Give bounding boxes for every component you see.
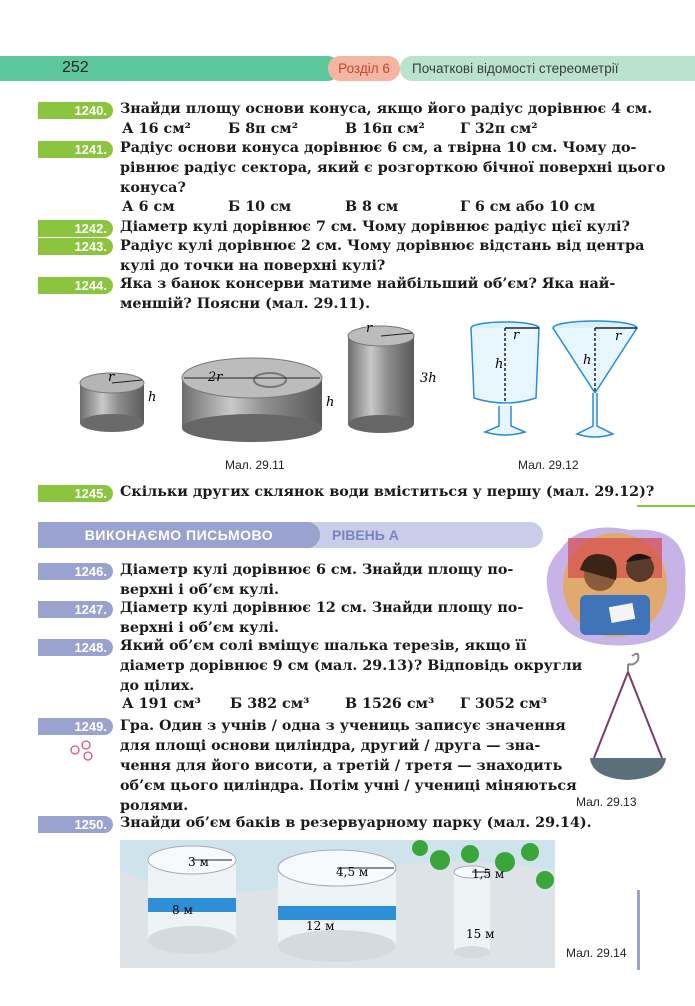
problem-text: Радіус основи конуса дорівнює 6 см, а твірна 10 см. Чому до-	[120, 140, 637, 156]
problem-number: 1250.	[38, 816, 113, 833]
problem-number: 1244.	[38, 277, 113, 294]
problem-text: кулі до точки на поверхні кулі?	[120, 258, 386, 274]
label-3h: 3h	[420, 371, 437, 386]
students-illustration	[540, 520, 690, 650]
problem-text: для площі основи циліндра, другий / друга — зна-	[120, 738, 541, 754]
tank-label: 3 м	[188, 855, 209, 869]
answer-option: В 8 см	[345, 199, 399, 215]
tank-label: 8 м	[172, 903, 193, 917]
answer-option: В 16π см²	[345, 121, 425, 137]
problem-text: Скільки других склянок води вміститься у першу (мал. 29.12)?	[120, 484, 655, 500]
answer-option: Г 3052 см³	[460, 696, 548, 712]
figure-caption: Мал. 29.14	[566, 946, 627, 960]
answer-option: Г 6 см або 10 см	[460, 199, 596, 215]
problem-text: ролями.	[120, 798, 189, 814]
tank-label: 1,5 м	[472, 867, 505, 881]
problem-text: рівнює радіус сектора, який є розгорткою бічної поверхні цього	[120, 160, 666, 176]
page-number: 252	[62, 59, 89, 76]
label-h: h	[495, 357, 504, 372]
tank-label: 4,5 м	[336, 865, 369, 879]
figure-caption: Мал. 29.11	[225, 458, 285, 472]
divider	[637, 505, 695, 507]
cans-figure	[70, 318, 450, 448]
problem-text: Який об’єм солі вміщує шалька терезів, якщо її	[120, 638, 527, 654]
answer-option: А 16 см²	[122, 121, 191, 137]
answer-option: Б 10 см	[228, 199, 292, 215]
group-work-icon	[68, 738, 96, 762]
problem-number: 1241.	[38, 141, 113, 158]
problem-number: 1240.	[38, 102, 113, 119]
problem-text: Діаметр кулі дорівнює 7 см. Чому дорівнює радіус цієї кулі?	[120, 219, 630, 235]
problem-text: верхні і об’єм кулі.	[120, 582, 279, 598]
chapter-badge	[328, 56, 400, 81]
section-title: ВИКОНАЄМО ПИСЬМОВО	[84, 527, 274, 543]
label-h: h	[583, 353, 592, 368]
figure-caption: Мал. 29.12	[518, 458, 579, 472]
problem-text: Діаметр кулі дорівнює 6 см. Знайди площу по-	[120, 562, 514, 578]
chapter-title-bar	[400, 56, 695, 81]
problem-number: 1243.	[38, 238, 113, 255]
cylinder-glass	[471, 322, 539, 435]
problem-text: Знайди площу основи конуса, якщо його радіус дорівнює 4 см.	[120, 101, 653, 117]
wide-can	[182, 358, 322, 442]
tank-label: 15 м	[466, 927, 495, 941]
scale-pan-illustration	[582, 650, 672, 782]
label-r: r	[615, 329, 622, 344]
problem-number: 1245.	[38, 485, 113, 502]
cone-glass	[553, 321, 637, 437]
problem-number: 1249.	[38, 718, 113, 735]
section-banner-left	[38, 522, 320, 548]
answer-option: В 1526 см³	[345, 696, 435, 712]
problem-text: меншій? Поясни (мал. 29.11).	[120, 296, 371, 312]
problem-text: конуса?	[120, 180, 186, 196]
answer-option: Б 8π см²	[228, 121, 298, 137]
label-h: h	[326, 395, 335, 410]
chapter-title: Початкові відомості стереометрії	[412, 61, 619, 76]
problem-text: діаметр дорівнює 9 см (мал. 29.13)? Відповідь округли	[120, 658, 583, 674]
problem-text: Радіус кулі дорівнює 2 см. Чому дорівнює відстань від центра	[120, 238, 645, 254]
problem-number: 1242.	[38, 220, 113, 237]
problem-text: Знайди об’єм баків в резервуарному парку (мал. 29.14).	[120, 815, 592, 831]
answer-option: Г 32π см²	[460, 121, 538, 137]
glasses-figure	[465, 318, 650, 448]
label-2r: 2r	[208, 370, 223, 385]
problem-text: верхні і об’єм кулі.	[120, 620, 279, 636]
answer-option: А 191 см³	[122, 696, 201, 712]
problem-number: 1247.	[38, 601, 113, 618]
problem-text: Діаметр кулі дорівнює 12 см. Знайди площу по-	[120, 600, 524, 616]
tank-park-figure	[120, 840, 555, 968]
header-bar	[0, 56, 340, 81]
answer-option: А 6 см	[122, 199, 175, 215]
problem-text: Яка з банок консерви матиме найбільший об’єм? Яка най-	[120, 276, 616, 292]
figure-caption: Мал. 29.13	[576, 795, 637, 809]
label-h: h	[148, 390, 157, 405]
problem-number: 1246.	[38, 563, 113, 580]
problem-text: до цілих.	[120, 678, 195, 694]
label-r: r	[108, 370, 115, 385]
divider	[637, 890, 640, 970]
tall-can	[348, 326, 414, 433]
chapter-label: Розділ 6	[338, 61, 390, 76]
label-r: r	[366, 321, 373, 336]
problem-text: чення для його висоти, а третій / третя — знаходить	[120, 758, 563, 774]
answer-option: Б 382 см³	[230, 696, 310, 712]
problem-text: Гра. Один з учнів / одна з учениць записує значення	[120, 718, 566, 734]
tank-label: 12 м	[306, 919, 335, 933]
label-r: r	[513, 328, 520, 343]
problem-text: об’єм цього циліндра. Потім учні / учениці міняються	[120, 778, 577, 794]
section-level: РІВЕНЬ А	[332, 527, 399, 543]
problem-number: 1248.	[38, 639, 113, 656]
